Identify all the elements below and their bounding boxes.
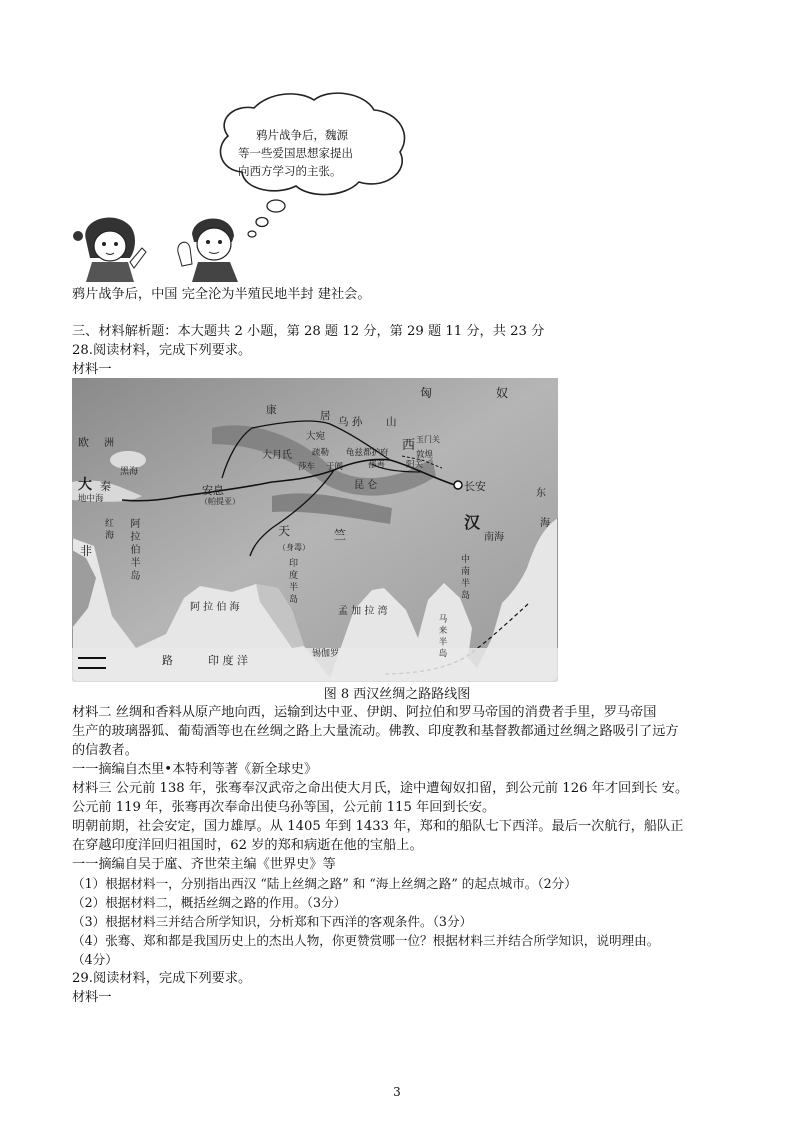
girl-cartoon-icon: [72, 210, 148, 282]
map-label-road: 路: [162, 654, 173, 667]
material-3-line: 在穿越印度洋回归祖国时，62 岁的郑和病逝在他的宝船上。: [72, 838, 423, 853]
map-label-hai: 海: [540, 518, 550, 529]
map-label-shan: 山: [386, 416, 397, 428]
question-item: （2）根据材料二，概括丝绸之路的作用。（3分）: [72, 895, 347, 910]
map-label-bengal: 孟 加 拉 湾: [338, 606, 388, 617]
material-2-line: 的信教者。: [72, 743, 138, 758]
material-3-line: 公元前 119 年，张骞再次奉命出使乌孙等国，公元前 115 年回到长安。: [72, 800, 496, 815]
material-3-line: 明朝前期，社会安定，国力雄厚。从 1405 年到 1433 年，郑和的船队七下西洋。最后一次航行，船队正: [72, 819, 684, 834]
map-label-india-pen: 印度半岛: [287, 558, 297, 606]
section-heading: 三、材料解析题：本大题共 2 小题，第 28 题 12 分，第 29 题 11 分，共 23 分: [72, 324, 545, 339]
question-29-material-label: 材料一: [72, 990, 112, 1005]
bubble-text: [238, 126, 388, 180]
map-label-malay: 马来半岛: [437, 614, 447, 660]
question-item: （4）张骞、郑和都是我国历史上的杰出人物，你更赞赏哪一位？根据材料三并结合所学知识，说明理由。: [72, 933, 660, 948]
map-label-redsea: 红海: [103, 518, 113, 542]
material-2-line: 生产的玻璃器狐、葡萄酒等也在丝绸之路上大量流动。佛教、印度教和基督教都通过丝绸之路吸引了远方: [72, 724, 679, 739]
page-number: 3: [393, 1085, 401, 1099]
map-label-kangju: 康: [266, 404, 277, 416]
map-label-han: 汉: [464, 513, 481, 532]
map-label-wusun: 乌 孙: [338, 416, 363, 428]
map-label-nanhai: 南海: [484, 532, 504, 543]
question-29-prompt: 29.阅读材料，完成下列要求。: [72, 971, 252, 986]
map-label-dong: 东: [536, 488, 546, 499]
bubble-line: 等一些爱国思想家提出: [238, 146, 353, 160]
map-label-dizhonghai: 地中海: [78, 494, 104, 504]
map-label-qiuci: 龟兹都护府: [346, 448, 389, 458]
map-label-dayuezhi: 大月氏: [262, 450, 292, 461]
boy-cartoon-icon: [176, 208, 246, 282]
map-label-xi: 西: [402, 438, 416, 453]
map-label-shanshan: 鄯善: [368, 460, 386, 470]
map-label-shache: 莎车: [298, 462, 316, 472]
map-label-shendu: （身毒）: [278, 543, 310, 552]
map-label-da: 大: [78, 477, 92, 493]
map-label-arab-sea: 阿 拉 伯 海: [190, 602, 240, 613]
map-label-anxi: 安息: [202, 484, 224, 497]
question-item: （4分）: [72, 952, 118, 967]
question-item: （3）根据材料三并结合所学知识，分析郑和下西洋的客观条件。（3分）: [72, 914, 473, 929]
material-3-line: 材料三 公元前 138 年，张骞奉汉武帝之命出使大月氏，途中遭匈奴扣留，到公元前 126 年才回到长 安。: [72, 781, 689, 796]
question-item: （1）根据材料一，分别指出西汉 “陆上丝绸之路” 和 “海上丝绸之路” 的起点城市。（2分）: [72, 876, 577, 891]
cartoon-statement: 鸦片战争后，中国 完全沦为半殖民地半封 建社会。: [72, 287, 371, 302]
map-label-yumen: 玉门关: [416, 435, 440, 444]
material-2-source: 一一摘编自杰里•本特利等著《新全球史》: [72, 762, 318, 777]
map-label-yangguan: 阳关: [406, 460, 424, 470]
map-label-xiongnu: 奴: [496, 386, 509, 400]
map-label-zhu: 竺: [334, 528, 347, 542]
map-label-tian: 天: [278, 524, 291, 538]
map-label-anxi-sub: （帕提亚）: [200, 497, 240, 506]
material-2-line: 材料二 丝绸和香料从原产地向西，运输到达中亚、伊朗、阿拉伯和罗马帝国的消费者手里，罗马帝国: [72, 705, 657, 720]
material-1-label: 材料一: [72, 362, 112, 377]
map-label-arab-pen: 阿拉伯半岛: [128, 518, 139, 583]
map-label-yutian: 于阗: [326, 462, 344, 472]
map-label-indian-ocean: 印 度 洋: [208, 654, 248, 667]
map-label-kunlun: 昆 仑: [354, 480, 378, 491]
map-label-xiongnu: 匈: [420, 386, 433, 400]
map-label-changan: 长安: [464, 480, 486, 493]
map-label-xilanka: 锡伽罗: [312, 649, 340, 659]
map-label-dunhuang: 敦煌: [416, 450, 434, 460]
map-label-heihai: 黑海: [120, 467, 139, 477]
map-label-indochina: 中南半岛: [459, 554, 469, 602]
map-label-dayuan: 大宛: [306, 431, 326, 442]
map-label-qin: 秦: [100, 480, 111, 493]
map-label-zhou: 洲: [104, 438, 114, 449]
map-label-juyan: 居: [320, 410, 331, 422]
bubble-line: 鸦片战争后，魏源: [256, 128, 348, 142]
silk-road-map: [72, 378, 558, 682]
map-caption: 图 8 西汉丝绸之路路线图: [323, 687, 471, 702]
material-3-source: 一一摘编自吴于廑、齐世荣主编《世界史》等: [72, 857, 336, 872]
map-label-feizhou: 非: [80, 544, 93, 558]
map-label-ou: 欧: [78, 436, 89, 449]
question-28-prompt: 28.阅读材料，完成下列要求。: [72, 343, 252, 358]
map-label-shule: 疏勒: [312, 448, 330, 458]
bubble-line: 向西方学习的主张。: [238, 164, 342, 178]
